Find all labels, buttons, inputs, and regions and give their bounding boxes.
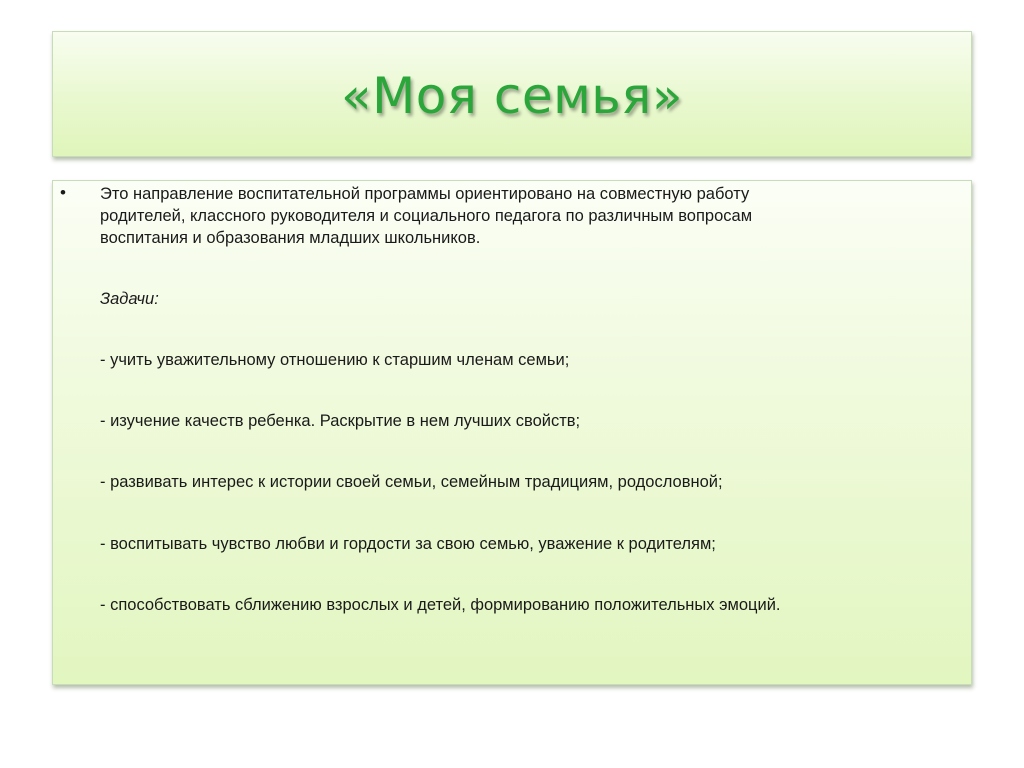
slide-title: «Моя семья» bbox=[341, 67, 683, 125]
bullet-marker: • bbox=[60, 183, 66, 202]
task-item: - учить уважительному отношению к старшим членам семьи; bbox=[100, 351, 570, 369]
task-item: - изучение качеств ребенка. Раскрытие в нем лучших свойств; bbox=[100, 412, 581, 430]
task-item: - развивать интерес к истории своей семьи, семейным традициям, родословной; bbox=[100, 473, 723, 491]
intro-line: Это направление воспитательной программы ориентировано на совместную работу bbox=[100, 185, 750, 203]
task-item: - воспитывать чувство любви и гордости за свою семью, уважение к родителям; bbox=[100, 535, 716, 553]
task-item: - способствовать сближению взрослых и детей, формированию положительных эмоций. bbox=[100, 596, 781, 614]
tasks-label: Задачи: bbox=[100, 290, 159, 308]
title-placeholder bbox=[52, 31, 972, 157]
intro-paragraph bbox=[100, 183, 752, 249]
intro-line: воспитания и образования младших школьников. bbox=[100, 229, 481, 247]
intro-line: родителей, классного руководителя и социального педагога по различным вопросам bbox=[100, 207, 753, 225]
content-placeholder bbox=[52, 180, 972, 685]
